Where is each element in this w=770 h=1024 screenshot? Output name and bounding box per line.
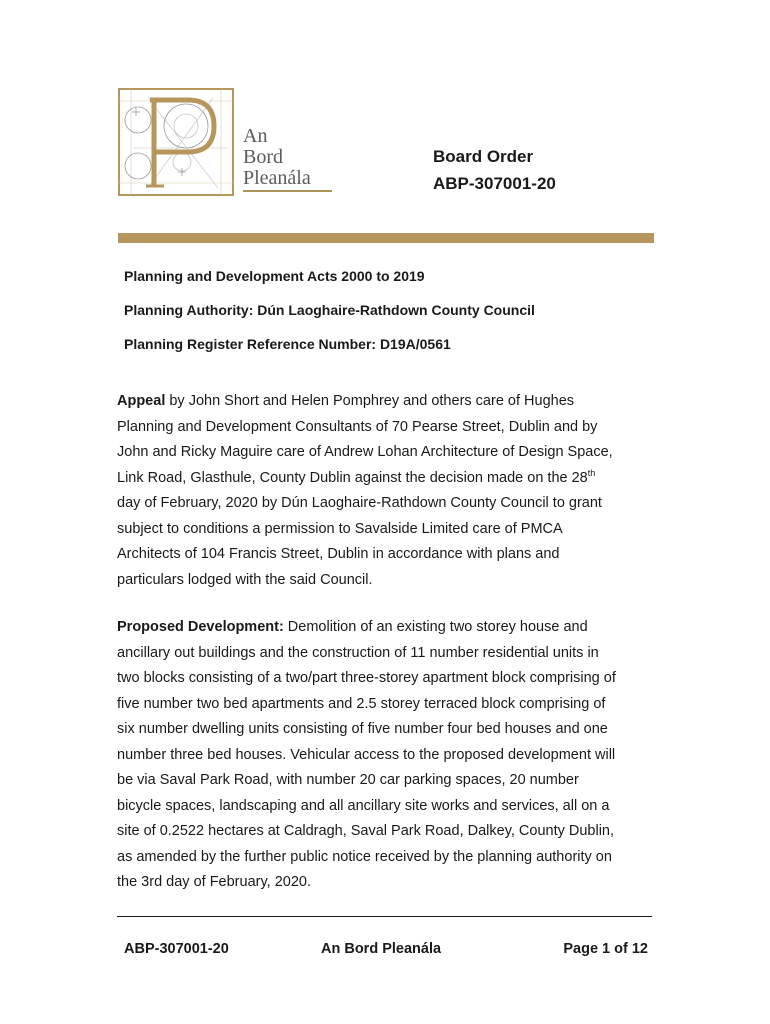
proposed-text-7: be via Saval Park Road, with number 20 car parking spaces, 20 number — [117, 772, 579, 788]
an-bord-pleanala-logo — [118, 88, 340, 198]
footer-divider — [117, 916, 652, 917]
logo-text-bord: Bord — [243, 146, 283, 168]
footer-org-name: An Bord Pleanála — [321, 941, 442, 957]
appeal-text-3: John and Ricky Maguire care of Andrew Lohan Architecture of Design Space, — [117, 444, 613, 460]
proposed-text-11: the 3rd day of February, 2020. — [117, 874, 311, 890]
logo-underline — [243, 190, 332, 192]
footer-page-number: Page 1 of 12 — [563, 941, 648, 957]
appeal-text-1: by John Short and Helen Pomphrey and others care of Hughes — [165, 393, 575, 409]
acts-line: Planning and Development Acts 2000 to 2019 — [124, 268, 425, 284]
proposed-text-3: two blocks consisting of a two/part three-storey apartment block comprising of — [117, 670, 616, 686]
footer-case-ref: ABP-307001-20 — [124, 941, 229, 957]
appeal-text-4: Link Road, Glasthule, County Dublin against the decision made on the 28 — [117, 469, 588, 486]
board-order-heading — [433, 143, 556, 197]
logo-p-monogram-icon — [118, 88, 238, 198]
proposed-text-1: Demolition of an existing two storey house and — [283, 619, 588, 635]
appeal-label: Appeal — [117, 393, 166, 409]
appeal-text-7: Architects of 104 Francis Street, Dublin in accordance with plans and — [117, 546, 560, 562]
proposed-development-label: Proposed Development: — [117, 619, 284, 635]
header-divider-bar — [118, 233, 654, 243]
case-reference: ABP-307001-20 — [433, 174, 556, 193]
logo-text-pleanala: Pleanála — [243, 167, 311, 189]
proposed-text-8: bicycle spaces, landscaping and all ancillary site works and services, all on a — [117, 797, 610, 814]
proposed-text-2: ancillary out buildings and the construction of 11 number residential units in — [117, 644, 599, 661]
appeal-text-8: particulars lodged with the said Council. — [117, 571, 373, 588]
appeal-paragraph — [117, 389, 657, 593]
proposed-text-6: number three bed houses. Vehicular access to the proposed development will — [117, 746, 616, 763]
appeal-text-2: Planning and Development Consultants of 70 Pearse Street, Dublin and by — [117, 418, 598, 435]
appeal-text-6: subject to conditions a permission to Savalside Limited care of PMCA — [117, 520, 563, 537]
proposed-development-paragraph — [117, 615, 657, 896]
register-reference-line: Planning Register Reference Number: D19A/0561 — [124, 336, 451, 352]
logo-text-an: An — [243, 125, 268, 147]
ordinal-suffix: th — [587, 467, 596, 478]
proposed-text-10: as amended by the further public notice received by the planning authority on — [117, 848, 612, 865]
proposed-text-4: five number two bed apartments and 2.5 storey terraced block comprising of — [117, 695, 606, 712]
statutory-references — [124, 265, 535, 367]
doc-type: Board Order — [433, 147, 534, 166]
appeal-text-5: day of February, 2020 by Dún Laoghaire-Rathdown County Council to grant — [117, 495, 602, 511]
proposed-text-9: site of 0.2522 hectares at Caldragh, Saval Park Road, Dalkey, County Dublin, — [117, 823, 615, 839]
page-footer — [124, 941, 648, 963]
planning-authority-line: Planning Authority: Dún Laoghaire-Rathdown County Council — [124, 302, 535, 318]
proposed-text-5: six number dwelling units consisting of five number four bed houses and one — [117, 721, 608, 737]
